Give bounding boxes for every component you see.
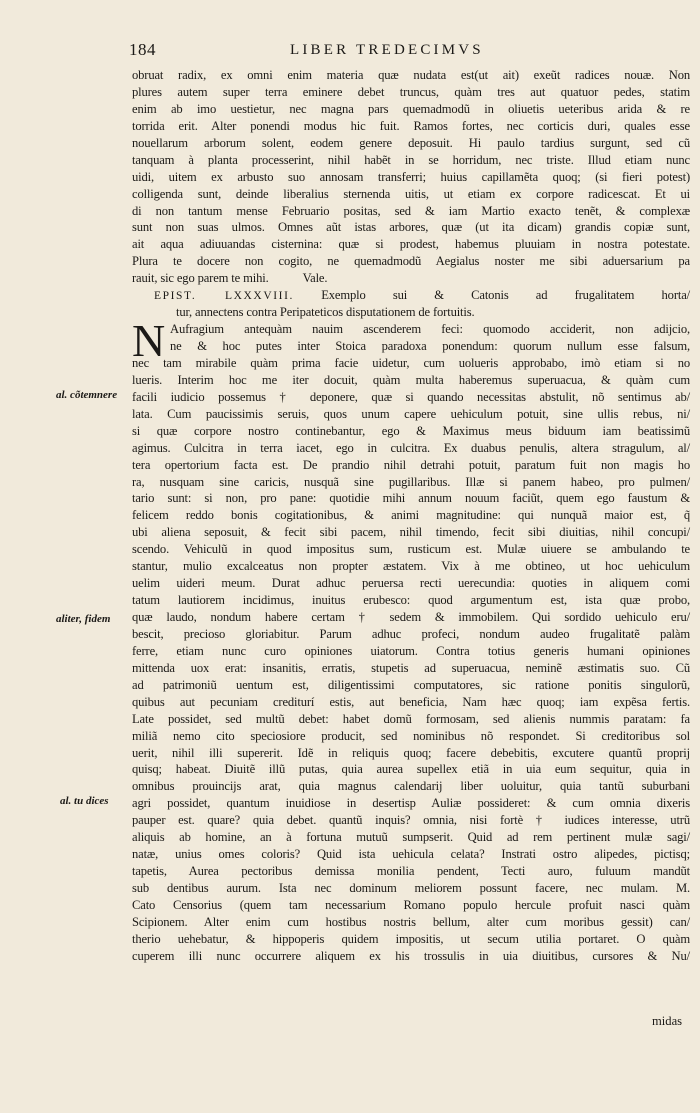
text-line: ne & hoc putes inter Stoica paradoxa ponendum: quorum nullum esse falsum, [170,339,690,353]
text-line: aliquis ab homine, an à fortuna mutuũ sumpserit. Quid ad rem pertinent mulæ sagi/ [132,830,690,845]
text-line: tario sunt: si non, pro pane: quotidie mihi annum nouum faciũt, quem ego faustum & [132,491,690,506]
text-line: ad patrimoniũ uentum est, diligentissimi computatores, sic ratione ponitis singulorũ, [132,677,690,692]
text-line: therio uehebatur, & hippoperis quidem impositis, ut secum utilia portaret. O quàm [132,931,690,946]
text-line: quæ laudo, nondum habere certam † sedem & immobilem. Qui sordido uehiculo eru/ [132,610,690,624]
margin-note: al. tu dices [60,795,109,807]
text-line: enim ab imo uestietur, nec magna pars quemadmodũ in oliuetis ueteribus arida & re [132,101,690,116]
text-line: sub dentibus aurum. Ista nec dominum meliorem possunt facere, nec mulam. M. [132,881,690,895]
text-line: quibus aut pecuniam crediturí estis, aut beneficia, Nam hæc quoq; iam expẽsa fertis. [132,694,690,709]
text-line: Cato Censorius (quem tam necessarium Romano populo hercule profuit nasci quàm [132,897,690,912]
drop-initial: N [132,315,166,366]
epistle-heading-line-2: tur, annectens contra Peripateticos disputationem de fortuitis. [176,305,475,320]
text-line: di non tantum mense Februario positas, sed & iam Martio exacto tenẽt, & complexæ [132,203,690,218]
text-line: lueris. Interim hoc me iter docuit, quàm multa haberemus superuacua, & quàm cum [132,372,690,387]
text-line: omnibus prouincijs arat, quia magnus calendarij liber uoluitur, quia tantũ suburbani [132,779,690,794]
text-line: quisq; habeat. Diuitẽ illũ putas, quia aurea supellex etiã in uia eum sequitur, quia in [132,762,690,777]
catchword: midas [652,1014,683,1028]
text-line: bescit, precioso gloriabitur. Parum adhuc profeci, nondum audeo frugalitatẽ palàm [132,626,690,641]
text-line: rauit, sic ego parem te mihi. Vale. [132,271,328,286]
page-header [0,40,700,64]
text-line: miliã nemo cito speciosiore producit, sed nominibus nõ respondet. Si creditoribus sol [132,728,690,743]
text-line: tera opertorium facta est. De prandio nihil detrahi potuit, paratum fuit non magis ho [132,457,690,472]
text-line: cuperem illi nunc occurrere aliquem ex his trossulis in uia diuitibus, cursores & Nu/ [132,948,690,963]
text-line: natæ, unius omes coloris? Quid ista uehicula celata? Instrati ostro alipedes, pictisq; [132,847,690,862]
text-line: ra, nusquam sine caricis, nusquã sine pugillaribus. Illæ si panem habeo, pro pulmen/ [132,474,690,489]
text-block [132,67,690,965]
text-line: facili iudicio possemus † deponere, quæ si quando necessitas abstulit, nõ sentimus ab/ [132,389,690,404]
text-line: Late possidet, sed multũ debet: habet domũ formosam, sed alienis nummis paratam: fa [132,711,690,726]
text-line: stantur, mulio excalceatus non propter æstatem. Vix à me obtineo, ut hoc uehiculum [132,559,690,574]
text-line: Aufragium antequàm nauim ascenderem feci: quomodo acciderit, non adijcio, [170,322,690,337]
text-line: uelim uideri meum. Durat adhuc peruersa recti uerecundia: quoties in aliquem comi [132,576,690,591]
text-line: colligenda sunt, deinde liberalius sternenda uitis, ut etiam ex corpore radicescat. Et ui [132,186,690,201]
text-line: sunt non suas ulmos. Omnes aũt istas arbores, quæ (ut ita dicam) grandis copiæ sunt, [132,220,690,235]
text-line: si quæ corpore nostro continebantur, ego & Maximus meus biduum iam beatissimũ [132,423,690,438]
text-line: nec tam mirabile quàm prima facie uidetur, cum uolueris approbabo, imò etiam si no [132,355,690,370]
text-line: agri possidet, quantum inuidiose in desertisp Auliæ possideret: & cum omnia dixeris [132,796,690,811]
text-line: tanquam à planta processerint, nihil habẽt in se horridum, nec triste. Illud etiam nunc [132,152,690,167]
text-line: ait aqua adiuuandas cisternina: quæ si prodest, habemus pluuiam in nostra potestate. [132,237,690,252]
margin-note: aliter, fidem [56,613,111,625]
text-line: ubi aliena seposuit, & fecit sibi pacem, nihil timendo, fecit sibi diuitias, nihil concupi/ [132,525,690,540]
running-head: LIBER TREDECIMVS [290,42,484,58]
text-line: nouellarum arborum solent, eodem genere deposuit. Hi paulo tardius surgunt, sed cũ [132,135,690,150]
text-line: plures autem super terra eminere debet truncus, quàm tres aut quatuor pedes, statim [132,84,690,99]
text-line: Plura te docere non cogito, ne quemadmodũ Aegialus noster me sibi aduersarium pa [132,254,690,269]
text-line: tapetis, Aurea pectoribus demissa monilia pendent, Tecti auro, fuluum mandũt [132,864,690,879]
text-line: lata. Cum paucissimis seruis, quos unum capere uehiculum potuit, sine ullis rebus, ni/ [132,406,690,421]
margin-note: al. cõtemnere [56,389,118,401]
text-line: obruat radix, ex omni enim materia quæ nudata est(ut ait) exeũt radices nouæ. Non [132,68,690,82]
text-line: agimus. Culcitra in terra iacet, ego in culcitra. Ex duabus penulis, altera stragulum, al/ [132,440,690,455]
text-line: pauper est. quare? quia debet. quantũ inquis? omnia, nisi fortè † iudices interesse, utrũ [132,813,690,828]
text-line: felicem reddo bonis cogitationibus, & animi magnitudine: qui nunquã maior est, q̃ [132,508,690,523]
text-line: mittenda uox erat: insanitis, erratis, stupetis ad superuacua, neminẽ æstimatis suo. Cũ [132,660,690,675]
text-line: ferre, etiam nunc curo opiniones uiatorum. Contra totius generis humani opiniones [132,643,690,658]
text-line: tatum lautiorem incidimus, inuitus erubesco: quod argumentum est, ista quæ probo, [132,593,690,608]
text-line: uidi, uitem ex arbusto suo annosam transferri; huius capillamẽta quoq; (si fieri potest) [132,169,690,184]
vale-closing: Vale. [302,271,328,286]
page-number: 184 [129,40,156,59]
text-line: torrida erit. Alter ponendi modus hic fuit. Ramos fortes, nec corticis duri, quales esse [132,118,690,133]
epistle-heading: EPIST. LXXXVIII. Exemplo sui & Catonis ad frugalitatem horta/ [154,288,690,303]
text-line: Scipionem. Alter enim cum hostibus nostris bellum, alter cum moribus gessit) can/ [132,914,690,929]
text-line: uerit, nihil illi supererit. Idẽ in reliquis quoq; facere debebitis, excutere quantũ proprij [132,745,690,760]
text-line: scendo. Vehiculũ in quod impositus sum, rusticum est. Mulæ uiuere se ambulando te [132,542,690,557]
